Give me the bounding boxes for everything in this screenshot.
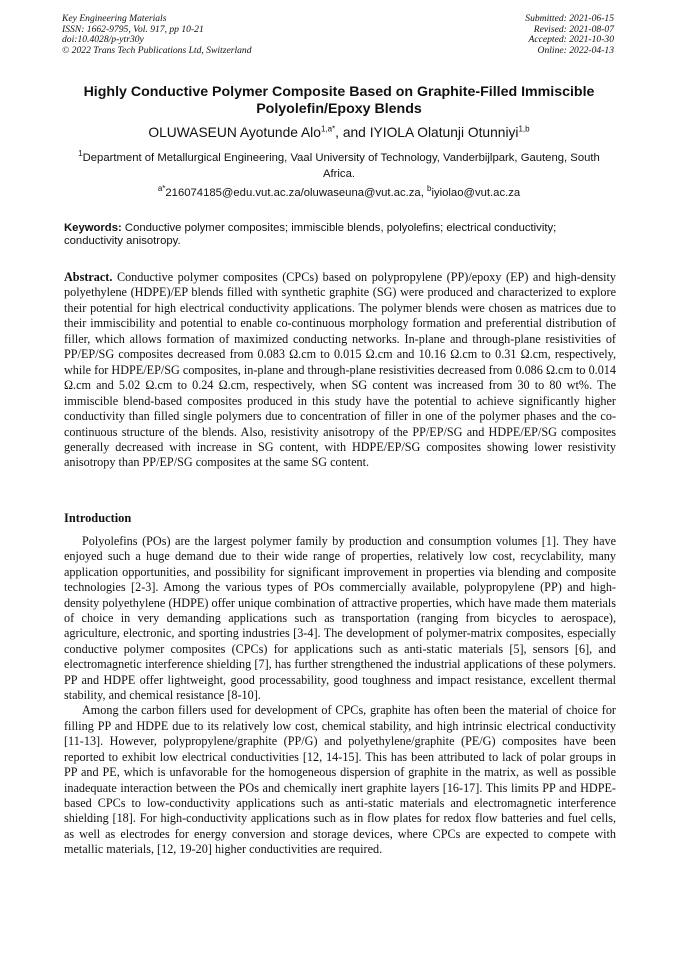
keywords-label: Keywords: — [64, 222, 122, 234]
keywords — [64, 222, 616, 249]
abstract-label: Abstract. — [64, 270, 113, 284]
author-line — [40, 124, 638, 141]
paragraph: Among the carbon fillers used for development of CPCs, graphite has often been the material of choice for filling PP and HDPE due to its relatively low cost, chemical stability, and high intrinsic electrical conductivity [11-13]. However, polypropylene/graphite (PP/G) and polyethylene/graphite (PE/G) composites have been reported to exhibit low electrical conductivities [12, 14-15]. This has been attributed to lack of polar groups in PP and PE, which is unfavorable for the homogeneous dispersion of graphite in the matrix, as well as possible inadequate interaction between the POs and chemically inert graphite layers [16-17]. This limits PP and HDPE-based CPCs to low-conductivity applications such as anti-static materials and electromagnetic interference shielding [18]. For high-conductivity applications such as in flow plates for redox flow batteries and fuel cells, as well as electrodes for energy conversion and storage devices, where CPCs are expected to compete with metallic materials, [12, 19-20] higher conductivities are required. — [64, 703, 616, 857]
journal-issn: ISSN: 1662-9795, Vol. 917, pp 10-21 — [62, 23, 204, 35]
author-separator: , and — [335, 125, 370, 140]
abstract-text: Conductive polymer composites (CPCs) based on polypropylene (PP)/epoxy (EP) and high-density polyethylene (HDPE)/EP blends filled with synthetic graphite (SG) were produced and characterized to explore their potential for high electrical conductivity applications. The polymer blends were chosen as matrices due to their immiscibility and potential to enable co-continuous morphology formation and preferential distribution of filler, which allows formation of maximized conducting networks. In-plane and through-plane resistivities of PP/EP/SG composites decreased from 0.083 Ω.cm to 0.015 Ω.cm and 10.16 Ω.cm to 0.31 Ω.cm, respectively, while for HDPE/EP/SG composites, in-plane and through-plane resistivities decreased from 0.086 Ω.cm to 0.014 Ω.cm and 5.02 Ω.cm to 0.24 Ω.cm, respectively, when SG content was increased from 30 to 80 wt%. The immiscible blend-based composites produced in this study have the potential to achieve significantly higher conductivity than filled single polymers due to concentration of filler in one of the polymer phases and the co-continuous structure of the blends. Also, resistivity anisotropy of the PP/EP/SG and HDPE/EP/SG composites generally decreased with increase in SG content, with HDPE/EP/SG composites showing lower resistivity anisotropy than PP/EP/SG composites at the same SG content. — [64, 270, 616, 470]
affiliation-text: Department of Metallurgical Engineering, Vaal University of Technology, Vanderbijlpark, Gauteng, South Africa. — [82, 152, 600, 180]
author-name: IYIOLA Olatunji Otunniyi — [369, 125, 519, 140]
journal-info — [62, 14, 252, 56]
date-revised: Revised: 2021-08-07 — [533, 23, 614, 35]
introduction-body — [64, 534, 616, 858]
affiliation-mark: 1 — [78, 149, 83, 159]
affiliation — [62, 151, 616, 182]
author-affiliation-mark: 1,a* — [320, 124, 336, 134]
author-name: OLUWASEUN Ayotunde Alo — [148, 125, 321, 140]
email-mark: a* — [157, 184, 166, 194]
email-mark: b — [427, 184, 432, 194]
email-separator: , — [420, 187, 427, 199]
email-link[interactable]: 216074185@edu.vut.ac.za/oluwaseuna@vut.ac.za — [165, 187, 421, 199]
email-link[interactable]: iyiolao@vut.ac.za — [431, 187, 521, 199]
abstract — [64, 270, 616, 471]
paper-title: Highly Conductive Polymer Composite Based on Graphite-Filled Immiscible Polyolefin/Epoxy Blends — [83, 84, 595, 117]
date-submitted: Submitted: 2021-06-15 — [525, 13, 614, 24]
publication-dates — [525, 14, 614, 56]
author-affiliation-mark: 1,b — [518, 124, 530, 134]
journal-copyright: © 2022 Trans Tech Publications Ltd, Switzerland — [62, 44, 252, 56]
keywords-text: Conductive polymer composites; immiscible blends, polyolefins; electrical conductivity; conductivity anisotropy. — [64, 222, 557, 248]
journal-name: Key Engineering Materials — [62, 13, 167, 24]
email-line — [40, 186, 638, 200]
paragraph: Polyolefins (POs) are the largest polymer family by production and consumption volumes [1]. They have enjoyed such a huge demand due to their wide range of properties, relatively low cost, recyclability, many application opportunities, and possibility for significant improvement in properties via blending and composite technologies [2-3]. Among the various types of POs commercially available, polypropylene (PP) and high-density polyethylene (HDPE) offer unique combination of attractive properties, which have made them materials of choice in very demanding applications such as transportation (ranging from bicycles to aerospace), agriculture, electronic, and sporting industries [3-4]. The development of polymer-matrix composites, especially conductive polymer composites (CPCs) for applications such as anti-static materials [5], sensors [6], and electromagnetic interference shielding [7], has further strengthened the industrial applications of these polymers. PP and HDPE offer lightweight, good processability, good toughness and impact resistance, excellent thermal stability, and chemical resistance [8-10]. — [64, 534, 616, 703]
date-accepted: Accepted: 2021-10-30 — [528, 34, 614, 46]
date-online: Online: 2022-04-13 — [537, 44, 614, 56]
journal-doi: doi:10.4028/p-ytr30y — [62, 34, 144, 46]
section-heading: Introduction — [64, 511, 132, 525]
